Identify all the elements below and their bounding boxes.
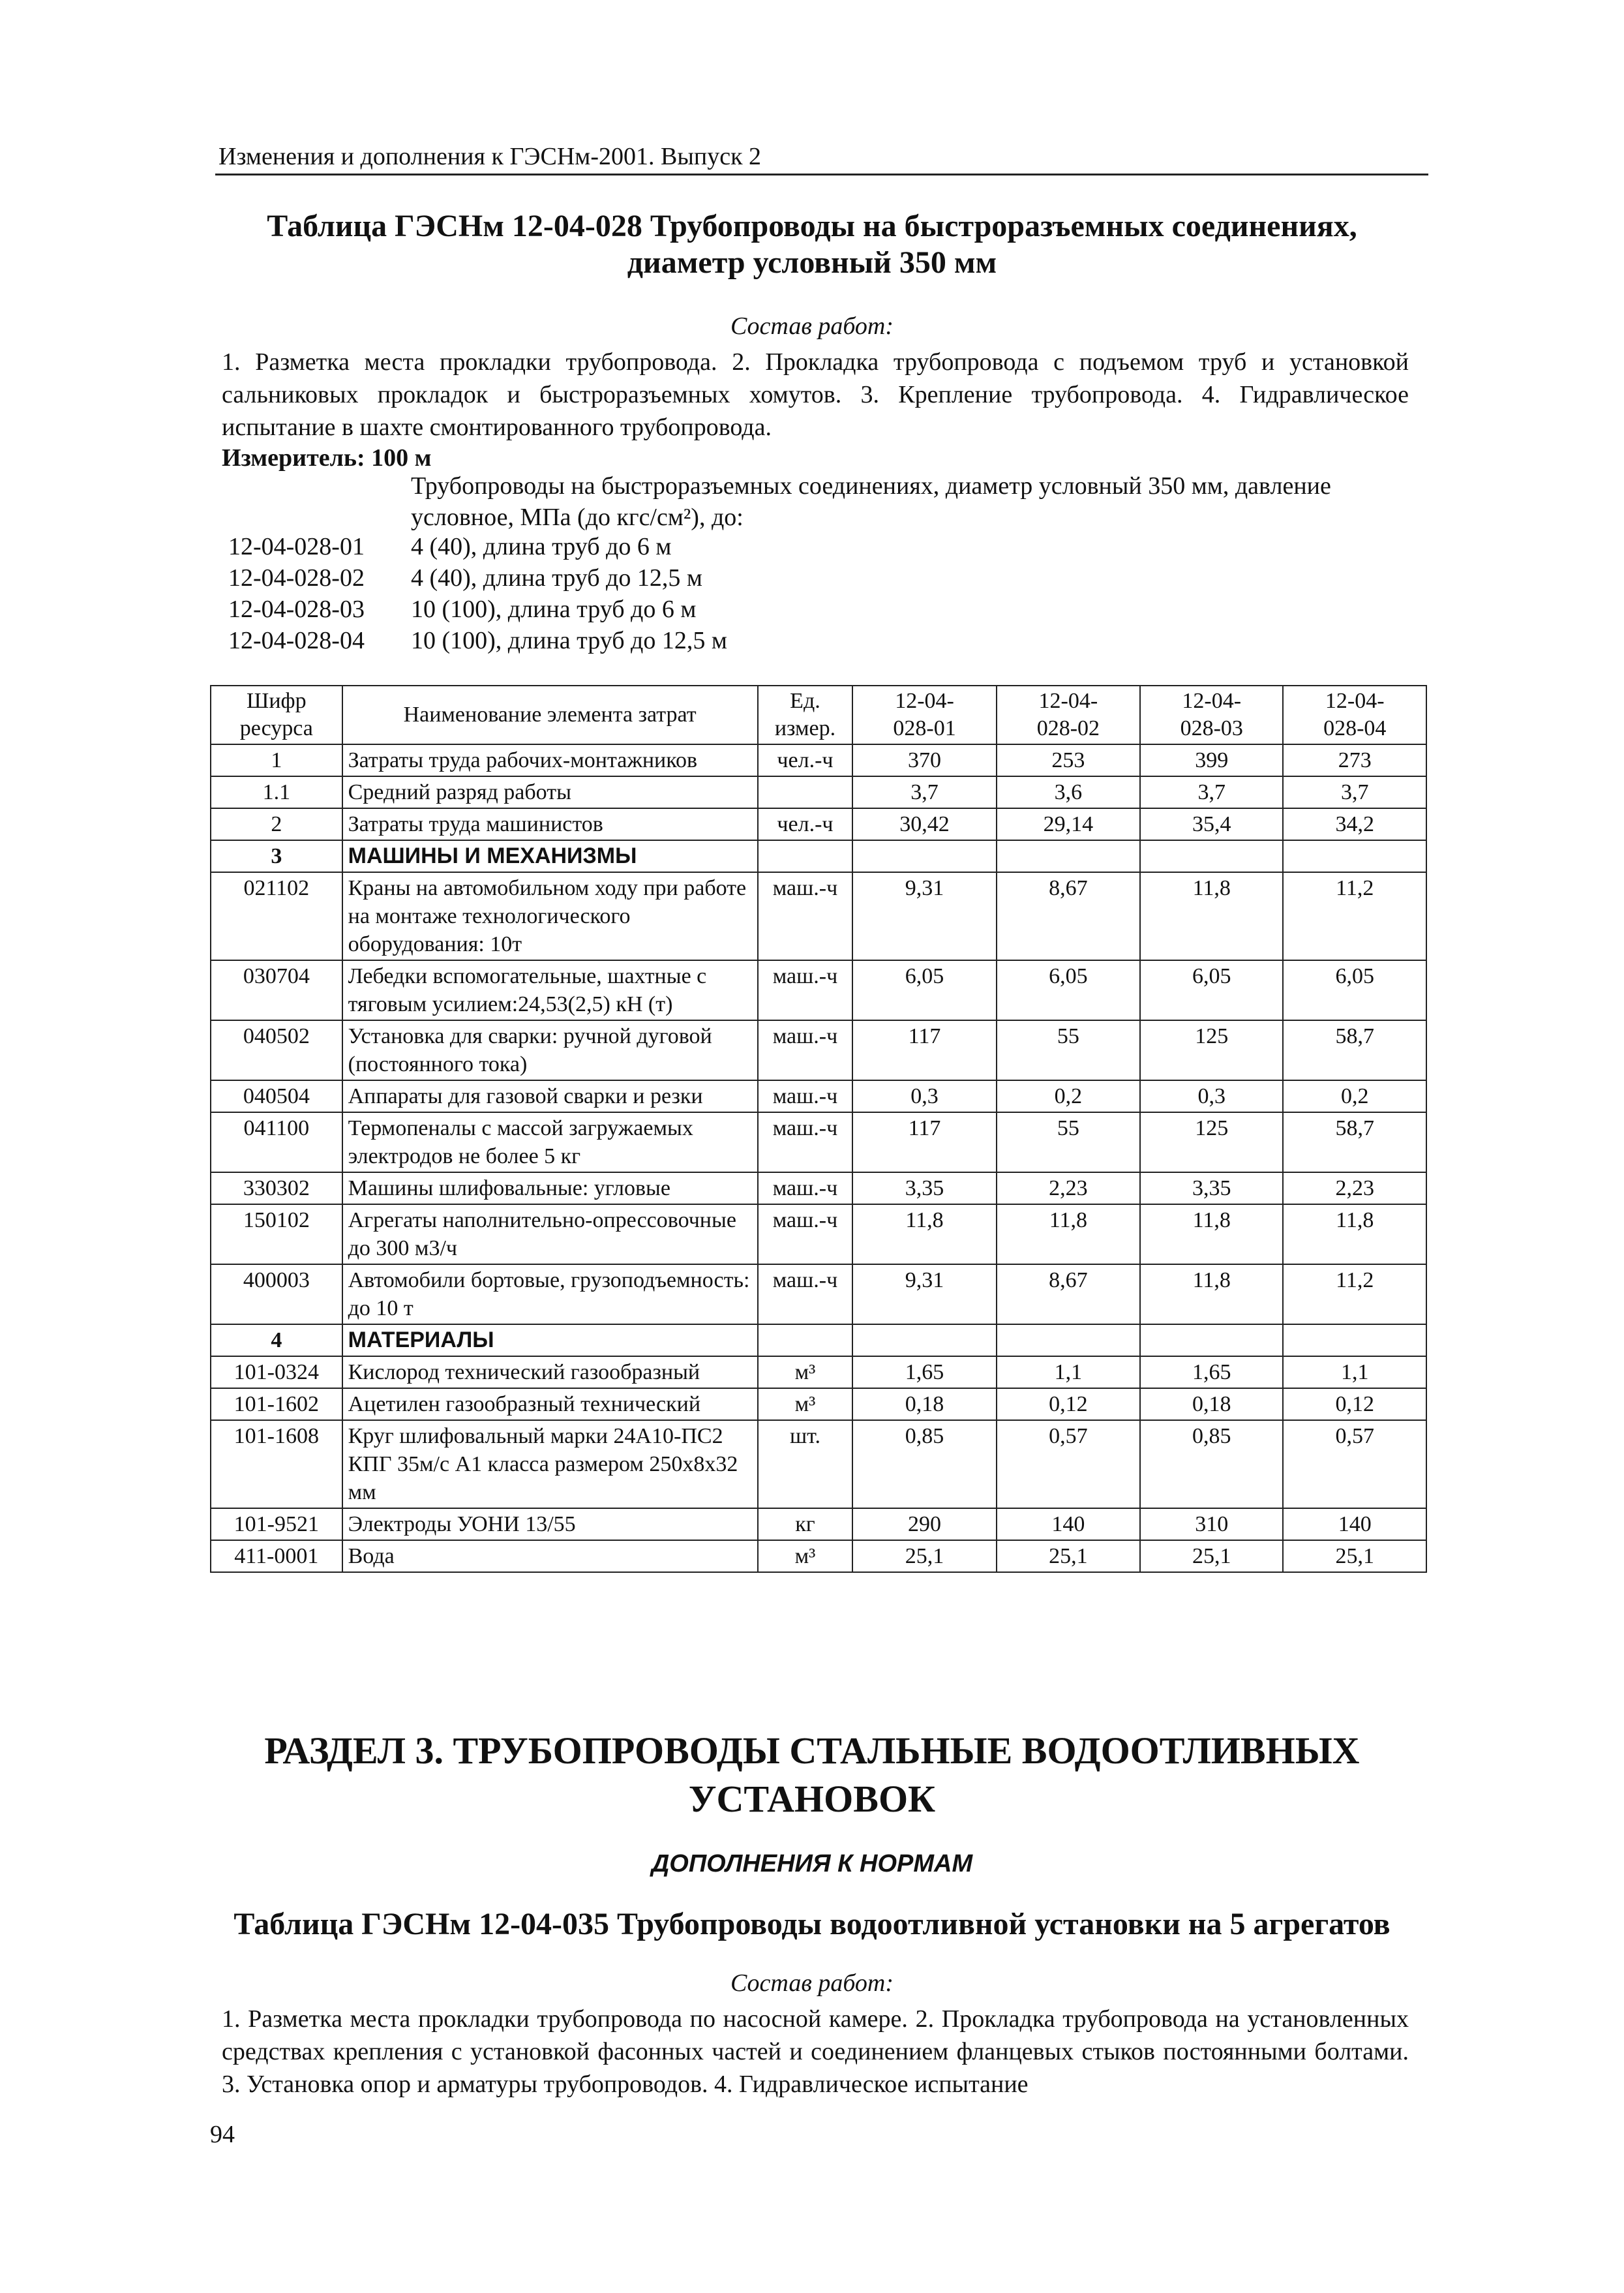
header-col3-line2: 028-03 [1180, 716, 1243, 740]
cell-value: 1,65 [852, 1356, 996, 1388]
cell-value: 34,2 [1283, 808, 1426, 840]
composition-text: 1. Разметка места прокладки трубопровода. 2. Прокладка трубопровода с подъемом труб и установкой сальниковых прокладок и быстроразъемных хомутов. 3. Крепление трубопровода. 4. Гидравлическое испытание в шахте смонтированного трубопровода. [222, 348, 1409, 441]
header-unit [758, 686, 853, 744]
header-col1 [852, 686, 996, 744]
header-col2-line2: 028-02 [1036, 716, 1100, 740]
section-title-line1: РАЗДЕЛ 3. ТРУБОПРОВОДЫ СТАЛЬНЫЕ ВОДООТЛИВНЫХ [264, 1729, 1360, 1772]
cell-value: 1,1 [1283, 1356, 1426, 1388]
cell-value: 125 [1140, 1112, 1283, 1172]
cell-value: 29,14 [997, 808, 1140, 840]
cell-name: Автомобили бортовые, грузоподъемность: до 10 т [342, 1264, 758, 1324]
page-number: 94 [210, 2121, 235, 2148]
cell-value: 35,4 [1140, 808, 1283, 840]
cell-value: 11,8 [852, 1204, 996, 1264]
cell-code: 330302 [211, 1172, 342, 1204]
table-row [211, 1204, 1426, 1264]
cell-value: 9,31 [852, 872, 996, 960]
cell-value: 25,1 [997, 1540, 1140, 1572]
cell-value: 8,67 [997, 1264, 1140, 1324]
cell-name: МАТЕРИАЛЫ [342, 1324, 758, 1356]
table-row [211, 1020, 1426, 1080]
cell-name: Краны на автомобильном ходу при работе на монтаже технологического оборудования: 10т [342, 872, 758, 960]
cell-code: 021102 [211, 872, 342, 960]
cell-value: 3,7 [852, 776, 996, 808]
cell-value: 3,6 [997, 776, 1140, 808]
cell-code: 3 [211, 840, 342, 872]
cell-value: 11,2 [1283, 872, 1426, 960]
table2-composition-text: 1. Разметка места прокладки трубопровода по насосной камере. 2. Прокладка трубопровода на установленных средствах крепления с установкой фасонных частей и соединением фланцевых стыков постоянными болтами. 3. Установка опор и арматуры трубопроводов. 4. Гидравлическое испытание [222, 2005, 1409, 2098]
cell-value: 0,18 [852, 1388, 996, 1420]
header-rule [215, 174, 1428, 175]
meter-label: Измеритель: 100 м [222, 444, 432, 472]
cell-value: 11,8 [1140, 1264, 1283, 1324]
variant-text: 10 (100), длина труб до 12,5 м [411, 627, 727, 654]
cell-value: 0,12 [997, 1388, 1140, 1420]
cell-name: Лебедки вспомогательные, шахтные с тяговым усилием:24,53(2,5) кН (т) [342, 960, 758, 1020]
section-subheading: ДОПОЛНЕНИЯ К НОРМАМ [651, 1850, 973, 1877]
header-col1-line2: 028-01 [893, 716, 956, 740]
cell-name: Аппараты для газовой сварки и резки [342, 1080, 758, 1112]
cell-code: 040504 [211, 1080, 342, 1112]
cell-value: 0,2 [1283, 1080, 1426, 1112]
cell-value: 0,3 [1140, 1080, 1283, 1112]
header-col2-line1: 12-04- [1038, 689, 1098, 713]
header-code-line2: ресурса [239, 716, 313, 740]
cell-value [1283, 1324, 1426, 1356]
cell-value: 3,35 [1140, 1172, 1283, 1204]
cell-value: 58,7 [1283, 1112, 1426, 1172]
cell-value: 253 [997, 744, 1140, 776]
cell-value: 0,85 [1140, 1420, 1283, 1508]
header-col4-line2: 028-04 [1323, 716, 1387, 740]
cell-code: 101-1602 [211, 1388, 342, 1420]
header-unit-line2: измер. [774, 716, 836, 740]
cell-unit [758, 840, 853, 872]
cell-unit: маш.-ч [758, 1020, 853, 1080]
cell-value: 140 [997, 1508, 1140, 1540]
header-col3 [1140, 686, 1283, 744]
header-code-line1: Шифр [247, 689, 307, 713]
table-row [211, 1080, 1426, 1112]
cell-name: Кислород технический газообразный [342, 1356, 758, 1388]
running-header: Изменения и дополнения к ГЭСНм-2001. Выпуск 2 [218, 143, 762, 170]
cell-unit: маш.-ч [758, 960, 853, 1020]
resource-table [210, 685, 1427, 1573]
cell-unit: кг [758, 1508, 853, 1540]
cell-unit: маш.-ч [758, 1204, 853, 1264]
cell-value [852, 840, 996, 872]
header-name: Наименование элемента затрат [342, 686, 758, 744]
cell-value: 6,05 [1140, 960, 1283, 1020]
cell-unit: маш.-ч [758, 872, 853, 960]
cell-code: 101-1608 [211, 1420, 342, 1508]
table-row [211, 1420, 1426, 1508]
cell-code: 041100 [211, 1112, 342, 1172]
cell-value: 0,18 [1140, 1388, 1283, 1420]
cell-code: 040502 [211, 1020, 342, 1080]
cell-code: 150102 [211, 1204, 342, 1264]
section-row-machines [211, 840, 1426, 872]
cell-value: 25,1 [1283, 1540, 1426, 1572]
table2-title: Таблица ГЭСНм 12-04-035 Трубопроводы водоотливной установки на 5 агрегатов [233, 1907, 1391, 1941]
cell-value: 3,7 [1283, 776, 1426, 808]
cell-value [1140, 840, 1283, 872]
cell-value: 140 [1283, 1508, 1426, 1540]
cell-value: 399 [1140, 744, 1283, 776]
table-row [211, 960, 1426, 1020]
cell-value: 2,23 [997, 1172, 1140, 1204]
variant-code: 12-04-028-04 [228, 627, 365, 654]
cell-value: 125 [1140, 1020, 1283, 1080]
cell-value: 55 [997, 1020, 1140, 1080]
cell-name: Затраты труда рабочих-монтажников [342, 744, 758, 776]
cell-value: 0,57 [997, 1420, 1140, 1508]
cell-value: 3,7 [1140, 776, 1283, 808]
cell-name: Круг шлифовальный марки 24А10-ПС2 КПГ 35м/с А1 класса размером 250х8х32 мм [342, 1420, 758, 1508]
cell-value: 117 [852, 1112, 996, 1172]
cell-code: 4 [211, 1324, 342, 1356]
cell-name: Установка для сварки: ручной дуговой (постоянного тока) [342, 1020, 758, 1080]
cell-code: 101-0324 [211, 1356, 342, 1388]
table-row [211, 1264, 1426, 1324]
section-title-line2: УСТАНОВОК [688, 1778, 936, 1820]
cell-value: 310 [1140, 1508, 1283, 1540]
cell-name: Машины шлифовальные: угловые [342, 1172, 758, 1204]
cell-value: 0,2 [997, 1080, 1140, 1112]
variant-text: 4 (40), длина труб до 6 м [411, 533, 672, 560]
table1-title-line2: диаметр условный 350 мм [627, 245, 997, 280]
variant-text: 4 (40), длина труб до 12,5 м [411, 564, 702, 592]
cell-value: 6,05 [997, 960, 1140, 1020]
cell-value [1283, 840, 1426, 872]
variant-code: 12-04-028-02 [228, 564, 365, 592]
cell-value: 58,7 [1283, 1020, 1426, 1080]
cell-value: 0,3 [852, 1080, 996, 1112]
cell-code: 1 [211, 744, 342, 776]
cell-value: 1,65 [1140, 1356, 1283, 1388]
cell-value: 11,8 [997, 1204, 1140, 1264]
cell-unit: м³ [758, 1388, 853, 1420]
header-code [211, 686, 342, 744]
cell-value: 370 [852, 744, 996, 776]
cell-unit: чел.-ч [758, 808, 853, 840]
cell-code: 2 [211, 808, 342, 840]
cell-name: Ацетилен газообразный технический [342, 1388, 758, 1420]
cell-name: Агрегаты наполнительно-опрессовочные до 300 м3/ч [342, 1204, 758, 1264]
cell-name: Средний разряд работы [342, 776, 758, 808]
cell-value: 6,05 [852, 960, 996, 1020]
cell-value: 11,2 [1283, 1264, 1426, 1324]
header-unit-line1: Ед. [790, 689, 820, 713]
cell-code: 101-9521 [211, 1508, 342, 1540]
table-row [211, 808, 1426, 840]
cell-unit: маш.-ч [758, 1264, 853, 1324]
table-row [211, 1540, 1426, 1572]
cell-name: Вода [342, 1540, 758, 1572]
cell-value: 273 [1283, 744, 1426, 776]
header-col2 [997, 686, 1140, 744]
cell-value: 30,42 [852, 808, 996, 840]
cell-value: 9,31 [852, 1264, 996, 1324]
cell-value [997, 840, 1140, 872]
cell-value: 11,8 [1140, 872, 1283, 960]
table-row [211, 1508, 1426, 1540]
cell-value: 8,67 [997, 872, 1140, 960]
table-header-row [211, 686, 1426, 744]
cell-value: 290 [852, 1508, 996, 1540]
table2-composition-caption: Состав работ: [730, 1969, 894, 1997]
cell-value: 25,1 [852, 1540, 996, 1572]
cell-value [997, 1324, 1140, 1356]
cell-name: Термопеналы с массой загружаемых электродов не более 5 кг [342, 1112, 758, 1172]
table-row [211, 1388, 1426, 1420]
cell-unit: м³ [758, 1356, 853, 1388]
description-line2: условное, МПа (до кгс/см²), до: [411, 504, 744, 531]
table1-title-line1: Таблица ГЭСНм 12-04-028 Трубопроводы на быстроразъемных соединениях, [267, 209, 1357, 243]
cell-unit [758, 1324, 853, 1356]
header-col4 [1283, 686, 1426, 744]
cell-code: 400003 [211, 1264, 342, 1324]
cell-value: 2,23 [1283, 1172, 1426, 1204]
table-row [211, 872, 1426, 960]
cell-unit: чел.-ч [758, 744, 853, 776]
section-row-materials [211, 1324, 1426, 1356]
cell-code: 030704 [211, 960, 342, 1020]
cell-value: 11,8 [1283, 1204, 1426, 1264]
cell-unit: маш.-ч [758, 1080, 853, 1112]
cell-value: 0,85 [852, 1420, 996, 1508]
header-col1-line1: 12-04- [895, 689, 954, 713]
cell-unit: шт. [758, 1420, 853, 1508]
cell-value: 55 [997, 1112, 1140, 1172]
cell-value [852, 1324, 996, 1356]
cell-unit: маш.-ч [758, 1172, 853, 1204]
composition-caption: Состав работ: [730, 312, 894, 340]
cell-value: 11,8 [1140, 1204, 1283, 1264]
cell-unit: м³ [758, 1540, 853, 1572]
header-col4-line1: 12-04- [1325, 689, 1385, 713]
cell-value: 25,1 [1140, 1540, 1283, 1572]
variant-code: 12-04-028-03 [228, 596, 365, 623]
cell-unit [758, 776, 853, 808]
table-row [211, 1356, 1426, 1388]
cell-value: 117 [852, 1020, 996, 1080]
cell-value: 0,57 [1283, 1420, 1426, 1508]
cell-value: 1,1 [997, 1356, 1140, 1388]
cell-name: Затраты труда машинистов [342, 808, 758, 840]
cell-value [1140, 1324, 1283, 1356]
table-row [211, 744, 1426, 776]
table-row [211, 1172, 1426, 1204]
cell-code: 411-0001 [211, 1540, 342, 1572]
header-col3-line1: 12-04- [1182, 689, 1242, 713]
variant-code: 12-04-028-01 [228, 533, 365, 560]
cell-name: МАШИНЫ И МЕХАНИЗМЫ [342, 840, 758, 872]
description-line1: Трубопроводы на быстроразъемных соединениях, диаметр условный 350 мм, давление [411, 472, 1331, 500]
table-row [211, 1112, 1426, 1172]
cell-unit: маш.-ч [758, 1112, 853, 1172]
cell-name: Электроды УОНИ 13/55 [342, 1508, 758, 1540]
cell-value: 3,35 [852, 1172, 996, 1204]
table-row [211, 776, 1426, 808]
variant-text: 10 (100), длина труб до 6 м [411, 596, 697, 623]
cell-value: 0,12 [1283, 1388, 1426, 1420]
cell-value: 6,05 [1283, 960, 1426, 1020]
cell-code: 1.1 [211, 776, 342, 808]
